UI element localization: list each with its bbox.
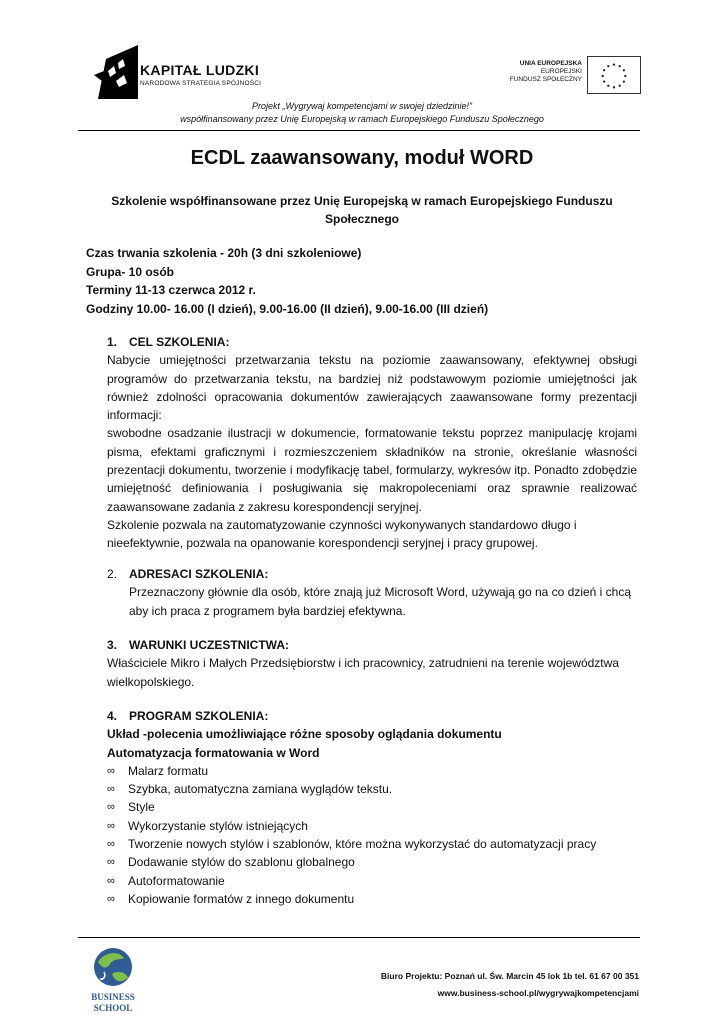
list-item-text: Tworzenie nowych stylów i szablonów, które można wykorzystać do automatyzacji pracy <box>128 837 597 852</box>
list-item-text: Szybka, automatyczna zamiana wyglądów tekstu. <box>128 782 393 797</box>
project-name-line: Projekt „Wygrywaj kompetencjami w swojej dziedzinie!” <box>251 101 473 111</box>
eu-flag-icon <box>587 56 641 94</box>
section-conditions-text: Właściciele Mikro i Małych Przedsiębiorstw i ich pracownicy, zatrudnieni na terenie województwa wielkopolskiego. <box>107 656 619 689</box>
infinity-bullet-icon: ∞ <box>107 801 115 814</box>
course-duration: Czas trwania szkolenia - 20h (3 dni szkoleniowe) <box>86 246 362 260</box>
eu-label <box>510 60 582 84</box>
infinity-bullet-icon: ∞ <box>107 892 115 905</box>
infinity-bullet-icon: ∞ <box>107 783 115 796</box>
footer-divider <box>78 937 640 938</box>
list-item-text: Kopiowanie formatów z innego dokumentu <box>128 891 355 906</box>
list-item-text: Wykorzystanie stylów istniejących <box>128 818 308 833</box>
section-goal-paragraph-2: swobodne osadzanie ilustracji w dokumencie, formatowanie tekstu poprzez manipulację krojami pisma, efektami graficznymi i rozmieszczeniem składników na stronie, określanie własności prezentacji dokumentu, tworzenie i modyfikację tabel, formularzy, wykresów itp. Ponadto zdobędzie umiejętność definiowania i posługiwania się makropoleceniami oraz sprawnie realizować zaawansowane zadania z zakresu korespondencji seryjnej. <box>107 426 637 514</box>
infinity-bullet-icon: ∞ <box>107 838 115 851</box>
section-goal <box>107 333 637 553</box>
section-goal-title: CEL SZKOLENIA: <box>129 335 230 349</box>
section-audience-text: Przeznaczony głównie dla osób, które znają już Microsoft Word, używają go na co dzień i chcą aby ich praca z programem była bardziej efektywna. <box>129 585 632 618</box>
list-item <box>107 835 637 853</box>
section-conditions <box>107 636 637 691</box>
page-title: ECDL zaawansowany, moduł WORD <box>190 147 534 169</box>
list-item <box>107 872 637 890</box>
section-goal-paragraph-1: Nabycie umiejętności przetwarzania tekstu na poziomie zaawansowany, efektywnej obsługi programów do przetwarzania tekstu, na bardziej niż podstawowym poziomie umiejętności jak również zdolności opracowania dokumentów zawierających zaawansowane formy prezentacji informacji: <box>107 353 637 423</box>
section-goal-heading <box>107 333 637 351</box>
project-cofinancing-line: współfinansowany przez Unię Europejską w ramach Europejskiego Funduszu Społecznego <box>180 114 544 124</box>
list-item-text: Dodawanie stylów do szablonu globalnego <box>128 855 355 870</box>
infinity-bullet-icon: ∞ <box>107 764 115 777</box>
section-program-number: 4. <box>107 709 118 723</box>
course-dates: Terminy 11-13 czerwca 2012 r. <box>86 283 256 297</box>
list-item <box>107 798 637 816</box>
section-program-title: PROGRAM SZKOLENIA: <box>129 709 269 723</box>
section-conditions-heading <box>107 636 637 654</box>
eu-label-line3: FUNDUSZ SPOŁECZNY <box>509 76 582 83</box>
infinity-bullet-icon: ∞ <box>107 874 115 887</box>
kapital-ludzki-title: KAPITAŁ LUDZKI <box>140 62 260 78</box>
logo-text-school: SCHOOL <box>93 1003 133 1013</box>
section-goal-number: 1. <box>107 335 118 349</box>
list-item <box>107 817 637 835</box>
header-divider <box>78 130 640 131</box>
list-item-text: Style <box>128 800 155 815</box>
course-info <box>86 244 488 318</box>
business-school-logo-icon <box>84 946 142 1014</box>
course-hours: Godziny 10.00- 16.00 (I dzień), 9.00-16.00 (II dzień), 9.00-16.00 (III dzień) <box>86 301 489 316</box>
section-program-heading <box>107 707 637 725</box>
section-program-subheading-1: Układ -polecenia umożliwiające różne sposoby oglądania dokumentu <box>107 727 502 742</box>
section-audience-number: 2. <box>107 567 118 581</box>
footer-address: Biuro Projektu: Poznań ul. Św. Marcin 45 lok 1b tel. 61 67 00 351 <box>380 971 639 981</box>
logo-text-business: BUSINESS <box>91 992 135 1002</box>
section-audience-title: ADRESACI SZKOLENIA: <box>129 567 269 581</box>
infinity-bullet-icon: ∞ <box>107 856 115 869</box>
section-audience-heading <box>107 565 637 583</box>
page-header <box>0 0 724 135</box>
section-conditions-number: 3. <box>107 638 118 652</box>
list-item-text: Autoformatowanie <box>128 873 225 888</box>
footer-website-link[interactable]: www.business-school.pl/wygrywajkompetencjami <box>437 988 639 998</box>
list-item <box>107 780 637 798</box>
list-item-text: Malarz formatu <box>128 763 209 778</box>
infinity-bullet-icon: ∞ <box>107 819 115 832</box>
course-group: Grupa- 10 osób <box>86 264 175 279</box>
kapital-ludzki-subtitle: NARODOWA STRATEGIA SPÓJNOŚCI <box>140 80 262 87</box>
section-audience <box>107 565 637 620</box>
section-goal-paragraph-3: Szkolenie pozwala na zautomatyzowanie czynności wykonywanych standardowo długo i nieefektywnie, pozwala na opanowanie korespondencji seryjnej i pracy grupowej. <box>107 517 577 551</box>
section-program-subheading-2: Automatyzacja formatowania w Word <box>107 745 320 760</box>
section-program <box>107 707 637 908</box>
list-item <box>107 890 637 908</box>
eu-label-line1: UNIA EUROPEJSKA <box>519 60 582 67</box>
kapital-ludzki-logo-icon <box>92 45 140 99</box>
list-item <box>107 762 637 780</box>
list-item <box>107 853 637 871</box>
section-conditions-title: WARUNKI UCZESTNICTWA: <box>129 638 289 652</box>
page-subtitle: Szkolenie współfinansowane przez Unię Europejską w ramach Europejskiego Funduszu Społecznego <box>111 194 613 226</box>
eu-label-line2: EUROPEJSKI <box>540 68 582 75</box>
